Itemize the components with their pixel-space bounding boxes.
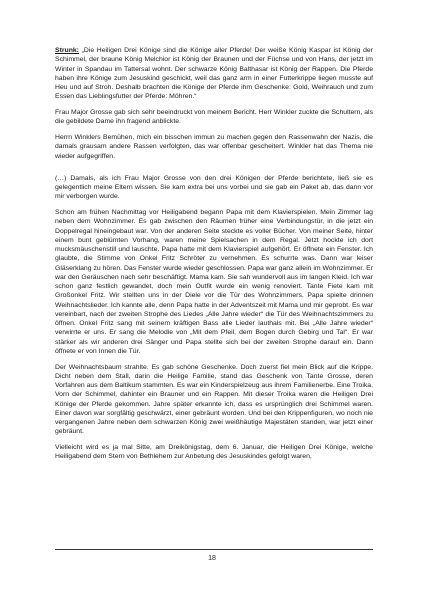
page-number: 18 (208, 555, 216, 562)
speaker-label: Strunk: (55, 47, 79, 54)
paragraph-strunk-quote (55, 46, 373, 102)
body-text (55, 46, 373, 468)
paragraph: Der Weihnachtsbaum strahlte. Es gab schöne Geschenke. Doch zuerst fiel mein Blick auf die Krippe. Dicht neben dem Stall, darin die Heilige Familie, stand das Geschenk von Tante Grosse, deren Vorfahren aus dem Baltikum stammten. Es war ein Kinderspielzeug aus ihrem Familienerbe. Eine Troika. Vorn der Schimmel, dahinter ein Brauner und ein Rappen. Mit dieser Troika waren die Heiligen Drei Könige der Pferde gekommen. Jahre später erkannte ich, dass es ursprünglich drei Schimmel waren. Einer davon war sorgfältig geschwärzt, einer gebräunt worden. Und bei den Krippenfiguren, wo noch nie vergangenen Jahre neben dem schwarzen König zwei weißhäutige Majestäten standen, war jetzt einer gebräunt. (55, 363, 373, 436)
footer-rule (55, 549, 373, 550)
paragraph: Vielleicht wird es ja mal Sitte, am Dreikönigstag, dem 6. Januar, die Heiligen Drei Könige, welche Heiligabend dem Stern von Bethlehem zur Anbetung des Jesuskindes gefolgt waren, (55, 444, 373, 461)
paragraph: Herrn Winklers Bemühen, mich ein bisschen immun zu machen gegen den Rassenwahn der Nazis, die damals grausam andere Rassen verfolgten, das war offenbar gescheitert. Winkler hat das Thema nie wieder aufgegriffen. (55, 134, 373, 160)
quote-text: „Die Heiligen Drei Könige sind die Könige aller Pferde! Der weiße König Kaspar ist König der Schimmel, der braune König Melchior ist König der Braunen und der Füchse und von Hans, der jetzt im Winter in Spandau im Tattersal wohnt. Der schwarze König Balthasar ist König der Rappen. Die Pferde haben ihre Könige zum Jesuskind geschickt, weil das ganz arm in einer Futterkrippe liegen musste auf Heu und auf Stroh. Deshalb brachten die Könige der Pferde ihm Geschenke: Gold, Weihrauch und zum Essen das Lieblingsfutter der Pferde: Möhren.“ (55, 47, 373, 101)
paragraph: Frau Major Grosse gab sich sehr beeindruckt von meinem Bericht. Herr Winkler zuckte die Schultern, als die gebildete Dame ihn fragend anblickte. (55, 109, 373, 126)
paragraph: (…) Damals, als ich Frau Major Grosse von den drei Königen der Pferde berichtete, ließ sie es gelegentlich meine Eltern wissen. Sie kam extra bei uns vorbei und sie gab ein Paket ab, das dann vor mir verborgen wurde. (55, 174, 373, 201)
paragraph: Schon am frühen Nachmittag vor Heiligabend begann Papa mit dem Klavierspielen. Mein Zimmer lag neben dem Wohnzimmer. Es gab zwischen den Räumen früher eine Verbindungstür, in die jetzt ein Doppelregal hineingebaut war. Von der anderen Seite steckte es voller Bücher. Von meiner Seite, hinter einem bunt geblümten Vorhang, waren meine Spielsachen in dem Regal. Jetzt hockte ich dort mucksmäuschenstill und lauschte. Papa hatte mit dem Klavierspiel aufgehört. Er öffnete ein Fenster. Ich glaubte, die Stimme von Onkel Fritz Schröter zu vernehmen. Es schurrte was. Dann war leiser Gläserklang zu hören. Das Fenster wurde wieder geschlossen. Papa war ganz allein im Wohnzimmer. Er war den Geräuschen nach sehr beschäftigt. Mama kam. Sie sah wundervoll aus im langen Kleid. Ich war schon ganz festlich gewandet, doch mein Outfit wurde ein wenig renoviert. Tante Fiete kam mit Großonkel Fritz. Wir stellten uns in der Diele vor die Tür des Wohnzimmers. Papa spielte drinnen Weihnachtslieder. Ich kannte alle, denn Papa hatte in der Adventszeit mit Mama und mir geprobt. Es war vereinbart, nach der zweiten Strophe des Liedes „Alle Jahre wieder“ die Tür des Weihnachtszimmers zu öffnen. Onkel Fritz sang mit seinem kräftigen Bass alle Lieder lauthals mit. Bei „Alle Jahre wieder“ verwirrte er uns. Er sang die Melodie von „Mit dem Pfeil, dem Bogen durch Gebirg und Tal“. Er war stärker als wir anderen drei Sänger und Papa stellte sich bei der zweiten Strophe darauf ein. Dann öffnete er von Innen die Tür. (55, 209, 373, 355)
